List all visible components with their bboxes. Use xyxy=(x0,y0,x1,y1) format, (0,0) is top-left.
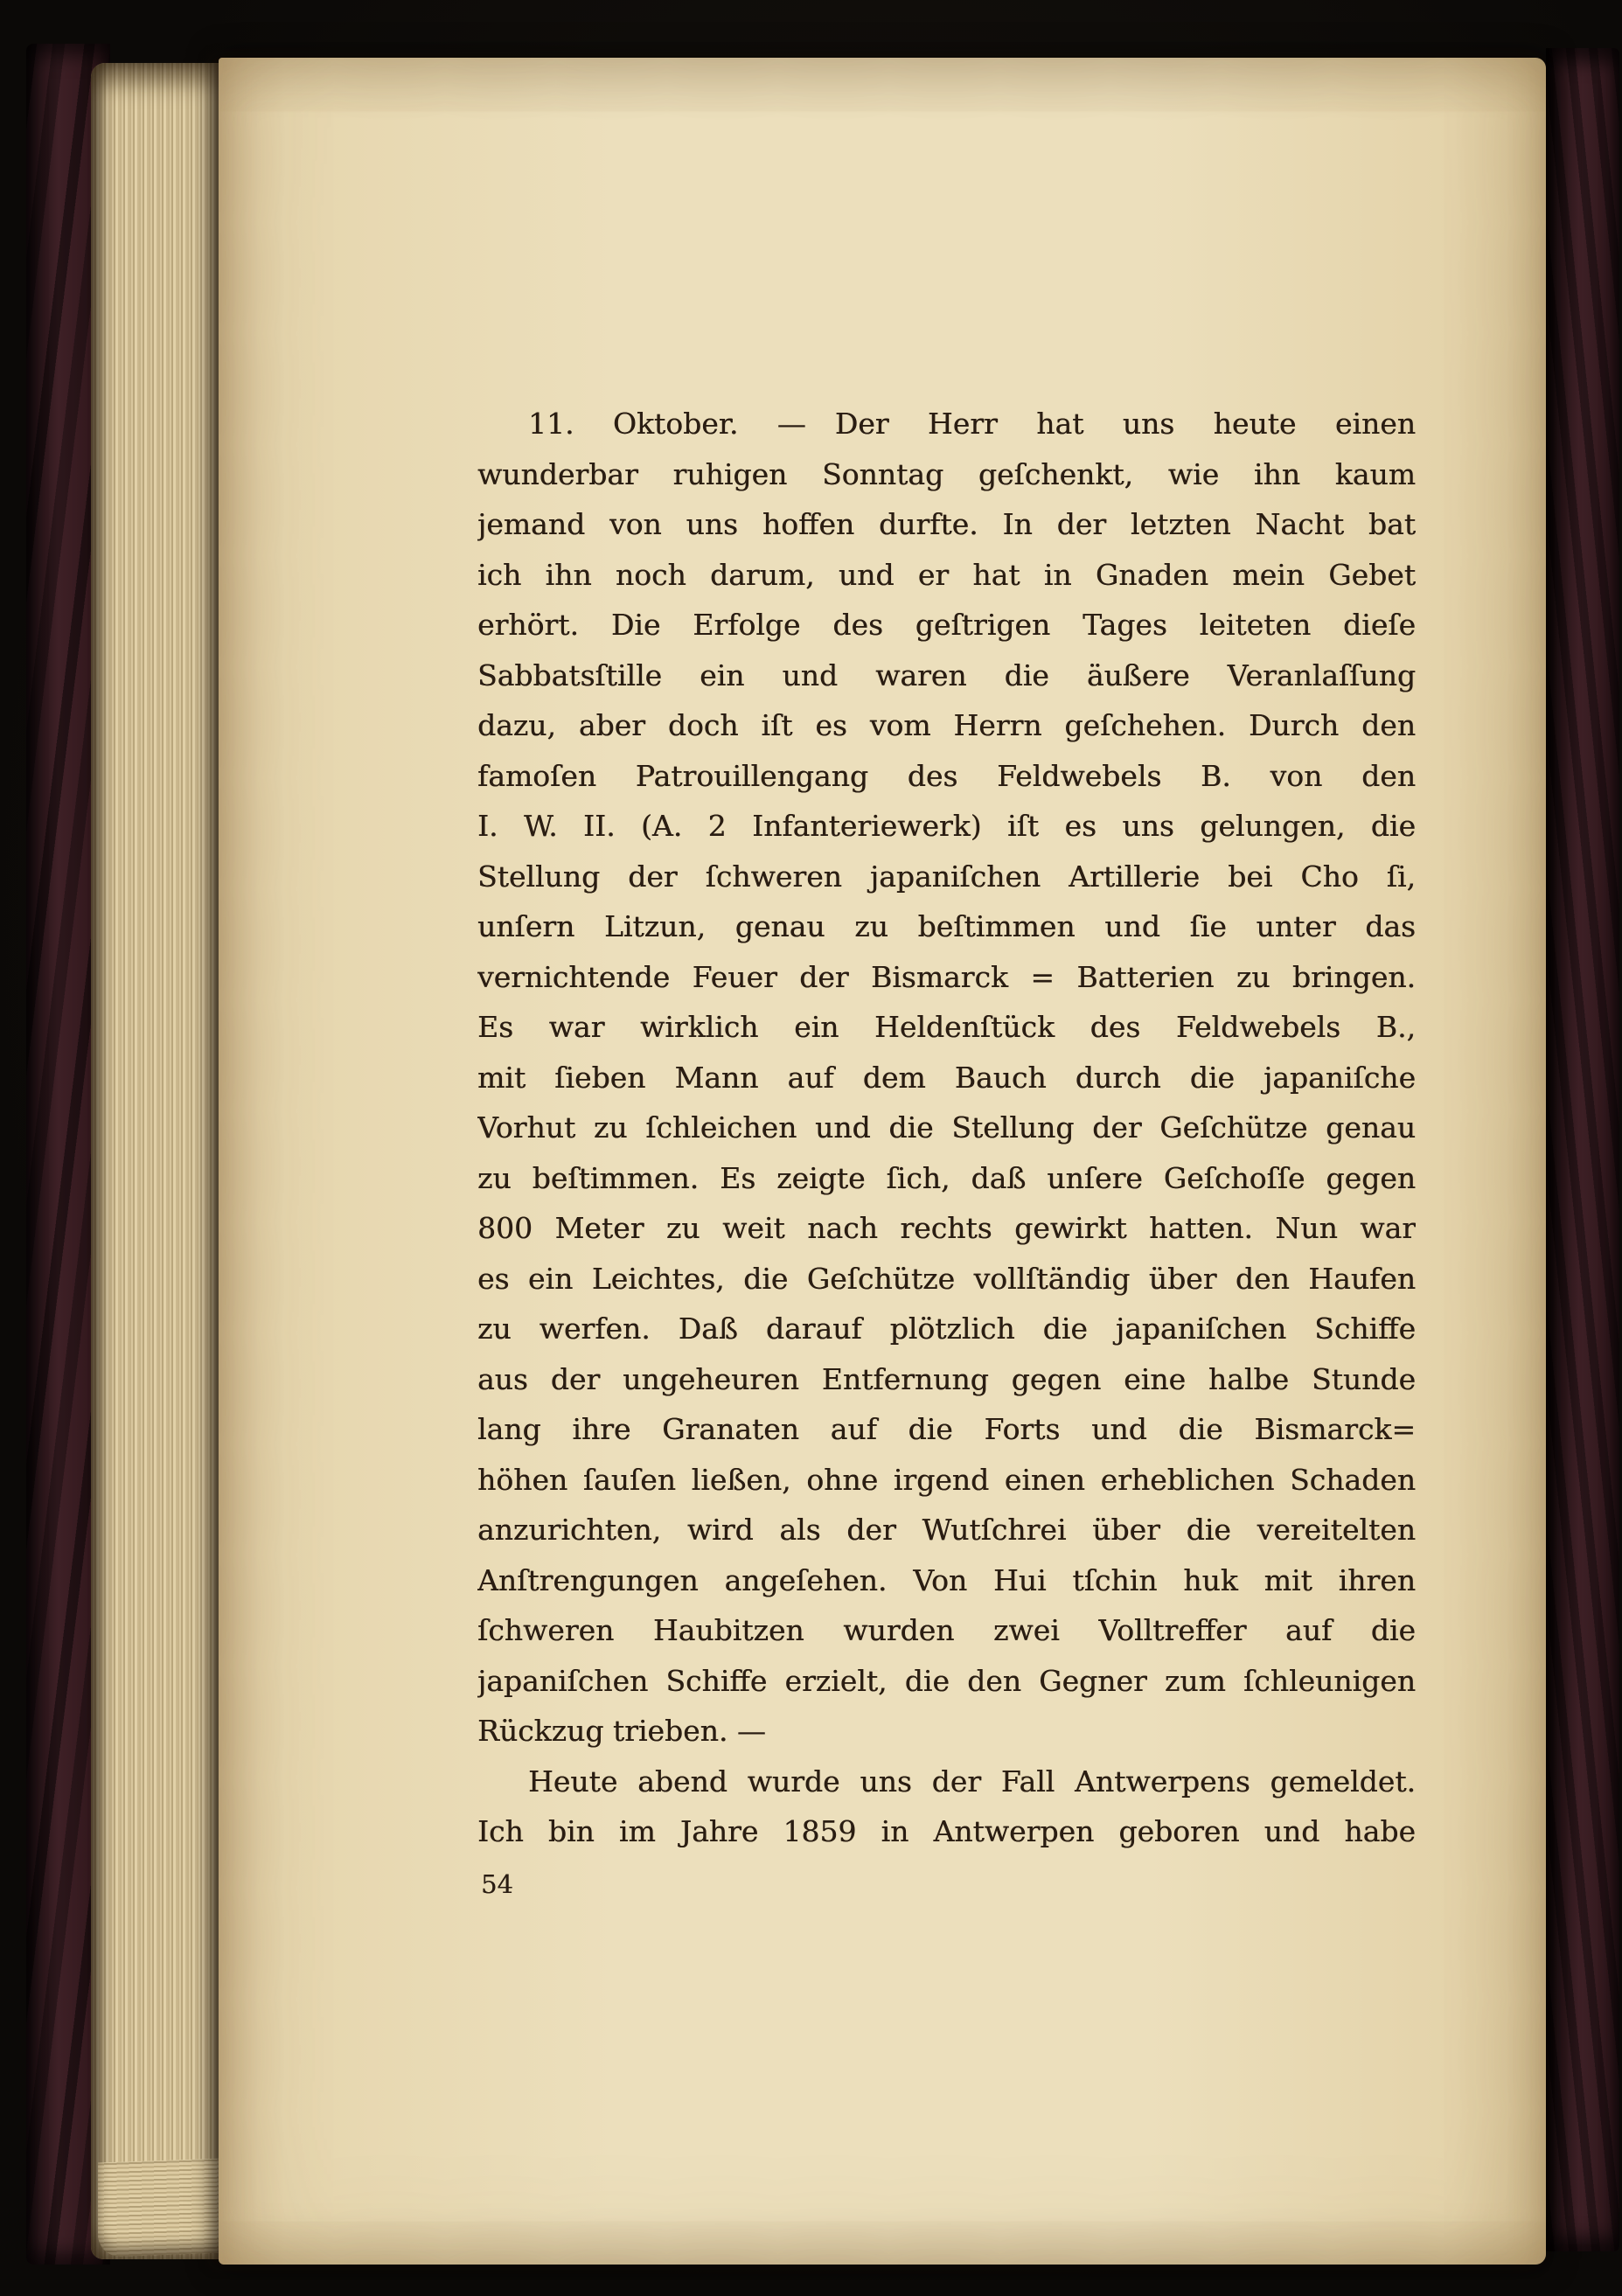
text-line: famoſen Patrouillengang des Feldwebels B. von den xyxy=(477,758,1416,793)
text-line: wunderbar ruhigen Sonntag geſchenkt, wie ihn kaum xyxy=(477,456,1416,491)
book-cover-right xyxy=(1546,48,1619,2251)
text-line: Vorhut zu ſchleichen und die Stellung der Geſchütze genau xyxy=(477,1110,1416,1145)
text-line: ich ihn noch darum, und er hat in Gnaden mein Gebet xyxy=(477,557,1416,592)
text-line: es ein Leichtes, die Geſchütze vollſtändig über den Haufen xyxy=(477,1261,1416,1296)
text-line: 11. Oktober. — Der Herr hat uns heute einen xyxy=(528,407,1416,441)
text-line: Ich bin im Jahre 1859 in Antwerpen geboren und habe xyxy=(477,1814,1416,1848)
text-line: vernichtende Feuer der Bismarck = Batterien zu bringen. xyxy=(477,959,1416,994)
text-line: höhen ſauſen ließen, ohne irgend einen erheblichen Schaden xyxy=(477,1462,1416,1497)
text-line: mit ſieben Mann auf dem Bauch durch die japaniſche xyxy=(477,1060,1416,1095)
page-number: 54 xyxy=(481,1869,513,1899)
text-line: dazu, aber doch iſt es vom Herrn geſchehen. Durch den xyxy=(477,708,1416,742)
text-line: anzurichten, wird als der Wutſchrei über die vereitelten xyxy=(477,1513,1416,1547)
text-line: I. W. II. (A. 2 Infanteriewerk) iſt es uns gelungen, die xyxy=(477,809,1416,843)
text-line: ſchweren Haubitzen wurden zwei Volltreffer auf die xyxy=(477,1613,1416,1647)
text-line: Rückzug trieben. — xyxy=(477,1714,766,1748)
text-line: lang ihre Granaten auf die Forts und die Bismarck= xyxy=(477,1412,1416,1446)
text-line: 800 Meter zu weit nach rechts gewirkt hatten. Nun war xyxy=(477,1211,1416,1245)
text-line: zu beſtimmen. Es zeigte ſich, daß unſere Geſchoſſe gegen xyxy=(477,1160,1416,1195)
page-text xyxy=(477,399,1416,1857)
text-line: japaniſchen Schiffe erzielt, die den Gegner zum ſchleunigen xyxy=(477,1663,1416,1698)
book-page xyxy=(219,58,1546,2265)
text-line: Es war wirklich ein Heldenſtück des Feldwebels B., xyxy=(477,1010,1416,1044)
page-edges-stack xyxy=(91,63,224,2259)
text-line: Anſtrengungen angeſehen. Von Hui tſchin huk mit ihren xyxy=(477,1562,1416,1597)
text-line: unſern Litzun, genau zu beſtimmen und ſie unter das xyxy=(477,909,1416,943)
text-line: jemand von uns hoffen durfte. In der letzten Nacht bat xyxy=(477,507,1416,541)
text-line: Stellung der ſchweren japaniſchen Artillerie bei Cho ſi, xyxy=(477,859,1416,894)
text-line: zu werfen. Daß darauf plötzlich die japaniſchen Schiffe xyxy=(477,1312,1416,1346)
text-line: Heute abend wurde uns der Fall Antwerpens gemeldet. xyxy=(528,1764,1416,1799)
text-line: Sabbatsſtille ein und waren die äußere Veranlaſſung xyxy=(477,657,1416,692)
text-line: aus der ungeheuren Entfernung gegen eine halbe Stunde xyxy=(477,1361,1416,1396)
text-line: erhört. Die Erfolge des geſtrigen Tages leiteten dieſe xyxy=(477,608,1416,642)
